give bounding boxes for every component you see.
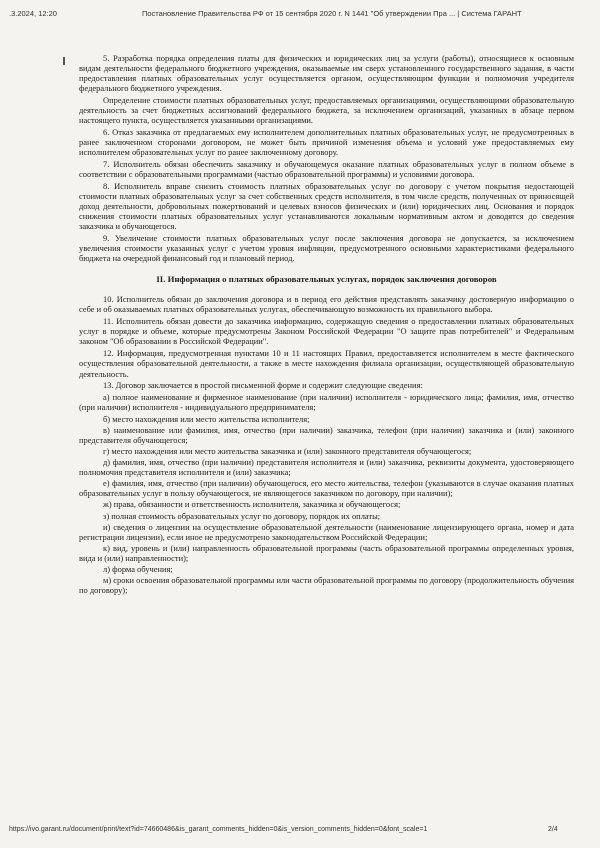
paragraph-9: 9. Увеличение стоимости платных образовательных услуг после заключения договора не допускается, за исключением увеличения стоимости указанных услуг с учетом уровня инфляции, предусмотренного основными характеристиками федерального бюджета на очередной финансовый год и плановый период. bbox=[79, 233, 574, 264]
paragraph-5: 5. Разработка порядка определения платы для физических и юридических лиц за услуги (работы), относящиеся к основным видам деятельности федерального бюджетного учреждения, оказываемые им сверх установленного государственного задания, в части предоставления платных образовательных услуг осуществляется органом, осуществляющим функции и полномочия учредителя федерального бюджетного учреждения. bbox=[79, 53, 574, 94]
document-body bbox=[79, 53, 574, 596]
paragraph-7: 7. Исполнитель обязан обеспечить заказчику и обучающемуся оказание платных образовательных услуг в полном объеме в соответствии с образовательными программами (частью образовательной программы) и условиями договора. bbox=[79, 159, 574, 180]
list-item-m: м) сроки освоения образовательной программы или части образовательной программы по договору (продолжительность обучения по договору); bbox=[79, 575, 574, 596]
list-item-i: и) сведения о лицензии на осуществление образовательной деятельности (наименование лицензирующего органа, номер и дата регистрации лицензии), если иное не предусмотрено законодательством Российской Федерации; bbox=[79, 521, 574, 542]
print-date: .3.2024, 12:20 bbox=[9, 9, 57, 18]
paragraph-13: 13. Договор заключается в простой письменной форме и содержит следующие сведения: bbox=[103, 380, 423, 391]
paragraph-12: 12. Информация, предусмотренная пунктами 10 и 11 настоящих Правил, предоставляется исполнителем в месте фактического осуществления образовательной деятельности, а также в месте нахождения филиала организации, осуществляющей образовательную деятельность. bbox=[79, 348, 574, 379]
margin-mark bbox=[63, 57, 65, 65]
list-item-l: л) форма обучения; bbox=[103, 564, 173, 575]
list-item-a: а) полное наименование и фирменное наименование (при наличии) исполнителя - юридического лица; фамилия, имя, отчество (при наличии) исполнителя - индивидуального предпринимателя; bbox=[79, 392, 574, 413]
print-header bbox=[0, 9, 600, 21]
list-item-e: е) фамилия, имя, отчество (при наличии) обучающегося, его место жительства, телефон (указываются в случае оказания платных образовательных услуг в пользу обучающегося, не являющегося заказчиком по договору, при наличии); bbox=[79, 478, 574, 499]
section-title: II. Информация о платных образовательных услугах, порядок заключения договоров bbox=[156, 274, 497, 285]
print-url: https://ivo.garant.ru/document/print/text?id=74660486&is_garant_comments_hidden=0&is_version_comments_hidden=0&font_scale=1 bbox=[9, 826, 428, 833]
paragraph-5-cont: Определение стоимости платных образовательных услуг, предоставляемых организациями, осуществляющими образовательную деятельность за счет бюджетных ассигнований федерального бюджета, за исключением организаций, указанных в абзаце первом настоящего пункта, осуществляется указанными организациями. bbox=[79, 95, 574, 126]
paragraph-11: 11. Исполнитель обязан довести до заказчика информацию, содержащую сведения о предоставлении платных образовательных услуг в порядке и объеме, которые предусмотрены Законом Российской Федерации "О защите прав потребителей" и Федеральным законом "Об образовании в Российской Федерации". bbox=[79, 316, 574, 347]
paragraph-10: 10. Исполнитель обязан до заключения договора и в период его действия представлять заказчику достоверную информацию о себе и об оказываемых платных образовательных услугах, обеспечивающую возможность их правильного выбора. bbox=[79, 294, 574, 315]
paragraph-6: 6. Отказ заказчика от предлагаемых ему исполнителем дополнительных платных образовательных услуг, не предусмотренных в ранее заключенном сторонами договором, не может быть причиной изменения объема и условий уже предоставляемых ему исполнителем образовательных услуг по ранее заключенному договору. bbox=[79, 127, 574, 158]
list-item-k: к) вид, уровень и (или) направленность образовательной программы (часть образовательной программы определенных уровня, вида и (или) направленности); bbox=[79, 542, 574, 563]
print-title: Постановление Правительства РФ от 15 сентября 2020 г. N 1441 "Об утверждении Пра ... | Система ГАРАНТ bbox=[142, 9, 522, 18]
print-footer bbox=[0, 826, 600, 838]
list-item-z: з) полная стоимость образовательных услуг по договору, порядок их оплаты; bbox=[103, 510, 381, 521]
list-item-g: г) место нахождения или место жительства заказчика и (или) законного представителя обучающегося; bbox=[103, 445, 472, 456]
list-item-v: в) наименование или фамилия, имя, отчество (при наличии) заказчика, телефон (при наличии) заказчика и (или) законного представителя обучающегося; bbox=[79, 424, 574, 445]
page-number: 2/4 bbox=[548, 826, 558, 833]
list-item-b: б) место нахождения или место жительства исполнителя; bbox=[103, 413, 310, 424]
paragraph-8: 8. Исполнитель вправе снизить стоимость платных образовательных услуг по договору с учетом покрытия недостающей стоимости платных образовательных услуг за счет собственных средств исполнителя, в том числе средств, полученных от приносящей доход деятельности, добровольных пожертвований и целевых взносов физических и (или) юридических лиц. Основания и порядок снижения стоимости платных образовательных услуг устанавливаются локальным нормативным актом и доводятся до сведения заказчика и обучающегося. bbox=[79, 181, 574, 232]
list-item-zh: ж) права, обязанности и ответственность исполнителя, заказчика и обучающегося; bbox=[103, 499, 401, 510]
list-item-d: д) фамилия, имя, отчество (при наличии) представителя исполнителя и (или) заказчика, реквизиты документа, удостоверяющего полномочия представителя исполнителя и (или) заказчика; bbox=[79, 457, 574, 478]
